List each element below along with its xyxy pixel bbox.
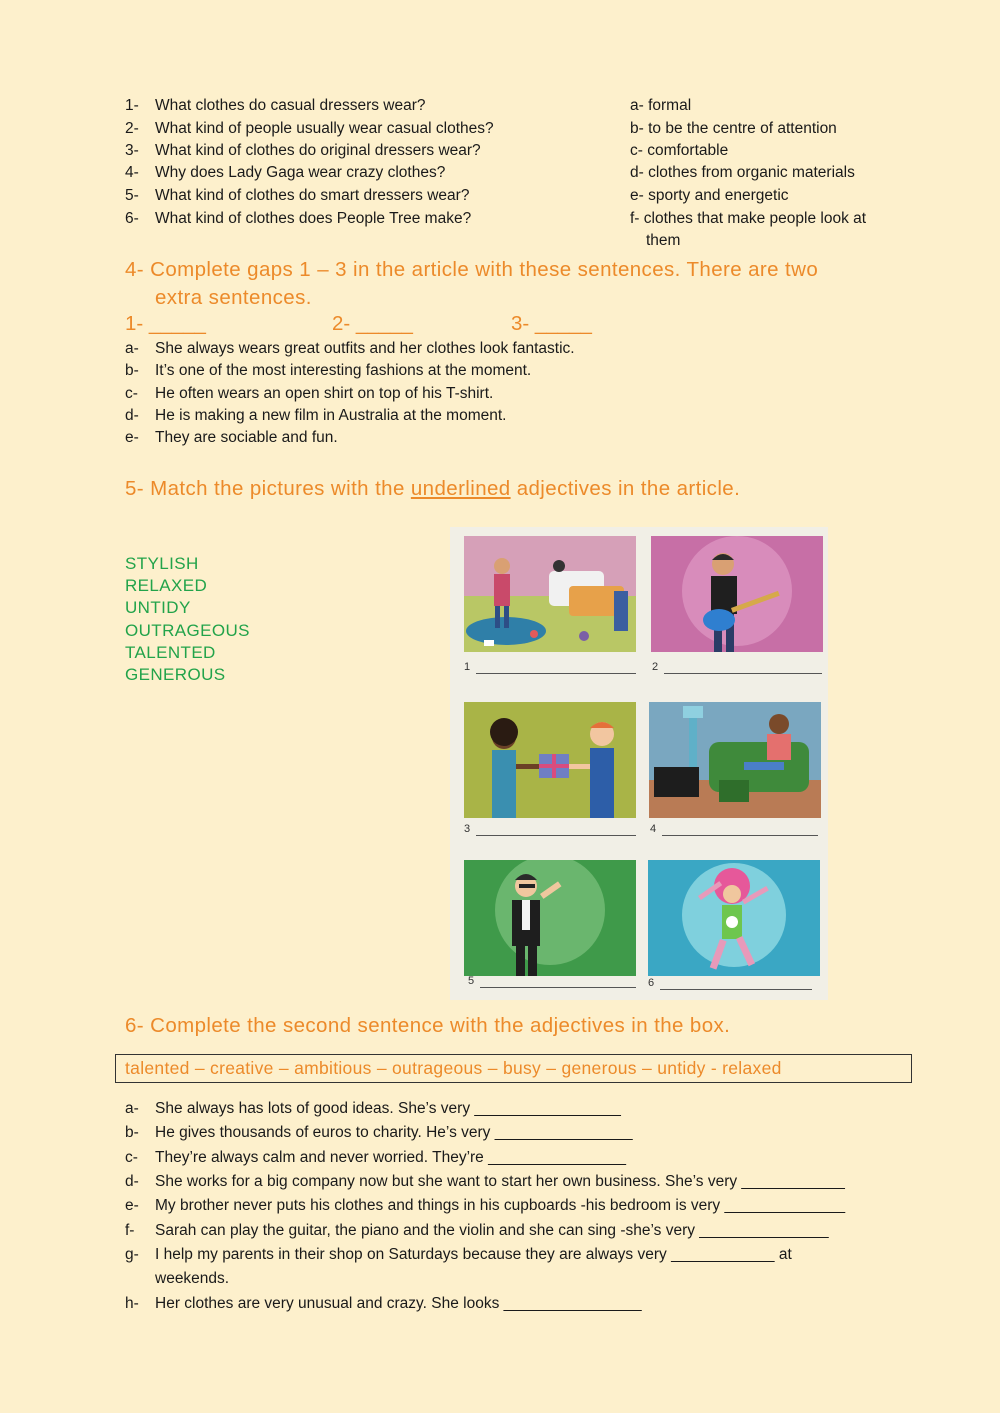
adjective-item[interactable]: UNTIDY	[125, 598, 191, 618]
answer-item: e- sporty and energetic	[630, 187, 789, 204]
question-item: 2- What kind of people usually wear casual clothes?	[125, 120, 494, 137]
answer-item: d- clothes from organic materials	[630, 164, 855, 181]
answer-line-6[interactable]	[660, 989, 812, 990]
answer-line-4[interactable]	[662, 835, 818, 836]
adjective-list	[125, 553, 250, 686]
section-4-heading: 4- Complete gaps 1 – 3 in the article with these sentences. There are two extra sentences.	[125, 258, 819, 309]
adjective-item[interactable]: STYLISH	[125, 554, 199, 573]
picture-number: 2	[652, 661, 659, 673]
relaxing-sofa-illustration	[649, 702, 821, 818]
picture-number: 5	[468, 975, 475, 987]
question-item: 1- What clothes do casual dressers wear?	[125, 97, 426, 114]
question-item: 4- Why does Lady Gaga wear crazy clothes?	[125, 164, 446, 181]
picture-grid	[450, 527, 828, 1000]
answer-item: a- formal	[630, 97, 692, 114]
completion-sentence[interactable]: f- Sarah can play the guitar, the piano and the violin and she can sing -she’s very _______________	[125, 1222, 829, 1239]
answer-line-1[interactable]	[476, 673, 636, 674]
picture-2-guitarist[interactable]	[651, 536, 823, 652]
guitar-player-illustration	[651, 536, 823, 652]
gap-3[interactable]: 3- _____	[511, 312, 592, 335]
picture-4-relaxed[interactable]	[649, 702, 821, 818]
picture-1-untidy-bedroom[interactable]	[464, 536, 636, 652]
answer-item-continuation: them	[646, 232, 681, 249]
picture-number: 1	[464, 661, 471, 673]
gap-1[interactable]: 1- _____	[125, 312, 206, 335]
picture-number: 6	[648, 977, 655, 989]
sentence-option: d- He is making a new film in Australia at the moment.	[125, 407, 507, 424]
answer-line-2[interactable]	[664, 673, 822, 674]
completion-sentence[interactable]: e- My brother never puts his clothes and things in his cupboards -his bedroom is very ______________	[125, 1197, 846, 1214]
completion-sentence[interactable]: c- They’re always calm and never worried. They’re ________________	[125, 1149, 627, 1166]
sentence-option: b- It’s one of the most interesting fashions at the moment.	[125, 362, 532, 379]
adjective-item[interactable]: TALENTED	[125, 642, 216, 662]
answer-item: f- clothes that make people look at	[630, 210, 867, 227]
answer-item: b- to be the centre of attention	[630, 120, 837, 137]
picture-number: 3	[464, 823, 471, 835]
adjective-word-box: talented – creative – ambitious – outrageous – busy – generous – untidy - relaxed	[115, 1054, 912, 1083]
adjective-item[interactable]: GENEROUS	[125, 665, 226, 685]
question-item: 6- What kind of clothes does People Tree make?	[125, 210, 472, 227]
picture-3-gift[interactable]	[464, 702, 636, 818]
answer-line-5[interactable]	[480, 987, 636, 988]
question-item: 5- What kind of clothes do smart dressers wear?	[125, 187, 470, 204]
sentence-option: a- She always wears great outfits and her clothes look fantastic.	[125, 340, 575, 357]
question-item: 3- What kind of clothes do original dressers wear?	[125, 142, 481, 159]
completion-sentence-continuation: weekends.	[155, 1270, 230, 1287]
answer-line-3[interactable]	[476, 835, 636, 836]
section-6-heading: 6- Complete the second sentence with the adjectives in the box.	[125, 1014, 731, 1037]
messy-room-illustration	[464, 536, 636, 652]
gap-answers	[125, 312, 725, 340]
completion-sentence[interactable]: d- She works for a big company now but she want to start her own business. She’s very ____________	[125, 1173, 845, 1190]
sentence-option: c- He often wears an open shirt on top of his T-shirt.	[125, 385, 494, 402]
completion-sentence[interactable]: a- She always has lots of good ideas. She’s very _________________	[125, 1100, 621, 1117]
answer-item: c- comfortable	[630, 142, 729, 159]
section-5-heading: 5- Match the pictures with the underlined adjectives in the article.	[125, 477, 741, 500]
sentence-option: e- They are sociable and fun.	[125, 429, 338, 446]
completion-sentence[interactable]: g- I help my parents in their shop on Saturdays because they are always very ____________ at	[125, 1246, 792, 1263]
completion-sentence[interactable]: h- Her clothes are very unusual and crazy. She looks ________________	[125, 1295, 642, 1312]
gap-2[interactable]: 2- _____	[332, 312, 413, 335]
picture-number: 4	[650, 823, 657, 835]
picture-5-stylish[interactable]	[464, 860, 636, 976]
stylish-man-illustration	[464, 860, 636, 976]
picture-6-outrageous[interactable]	[648, 860, 820, 976]
gift-giving-illustration	[464, 702, 636, 818]
completion-sentence[interactable]: b- He gives thousands of euros to charity. He’s very ________________	[125, 1124, 633, 1141]
outrageous-dancer-illustration	[648, 860, 820, 976]
adjective-item[interactable]: RELAXED	[125, 576, 208, 596]
adjective-item[interactable]: OUTRAGEOUS	[125, 620, 250, 640]
